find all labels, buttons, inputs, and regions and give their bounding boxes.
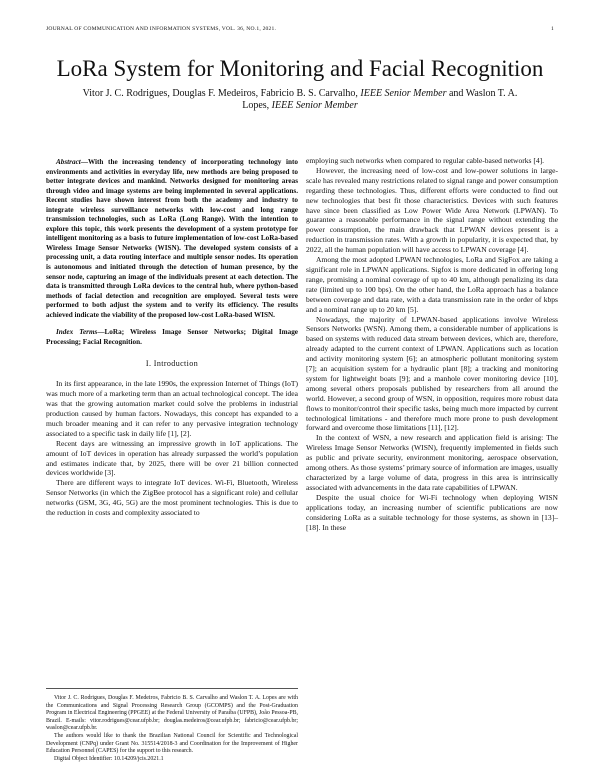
index-terms-label: Index Terms [56, 328, 98, 337]
footnote-doi: Digital Object Identifier: 10.14209/jcis.2021.1 [54, 755, 164, 762]
left-column [46, 158, 298, 518]
abstract [46, 158, 298, 320]
paragraph: Among the most adopted LPWAN technologies, LoRa and SigFox are taking a significant role in LPWAN applications. Sigfox is more dedicated in offering long range, promising a nominal coverage of up to 40 km, although penalizing its data rate (limited up to 100 bps). On the other hand, the LoRa approach has a balance between coverage and data rate, with a data transmission rate in the order of kbps and a nominal range up to 20 km [5]. [306, 255, 558, 314]
author-role: IEEE Senior Member [271, 100, 358, 111]
abstract-text: —With the increasing tendency of incorporating technology into environments and activities in everyday life, new methods are being proposed to better integrate devices and mankind. Networks designed for monitoring areas through video and image systems are being implemented in several applications. Recent studies have shown interest from both the academy and industry to integrate wireless surveillance networks with low-cost and long range transmission technologies, such as LoRa (Long Range). With the intention to explore this topic, this work presents the development of a system prototype for intelligent monitoring as a basis to future implementation of low-cost LoRa-based Wireless Image Sensor Networks (WISN). The developed system consists of a processing unit, a data routing interface and multiple sensor nodes. Its operation is autonomous and initiated through the detection of human presence, by the sensor node, capturing an image of the individuals present at each detection. The data is transmitted through LoRa devices to the central hub, where python-based methods of facial detection and recognition are employed. Several tests were performed to both adjust the system and to verify its efficiency. The results achieved indicate the viability of the proposed low-cost LoRa-based WISN. [46, 158, 298, 319]
paragraph: In its first appearance, in the late 1990s, the expression Internet of Things (IoT) was much more of a marketing term than an actual technological concept. The idea was that the growing automation market could solve the problems in industrial production caused by human factors. Nowadays, this concept has expanded to a much broader meaning and it can refer to any pervasive integration technology associated to a specific task in daily life [1], [2]. [46, 379, 298, 438]
footnote-funding: The authors would like to thank the Brazilian National Council for Scientific and Technological Development (CNPq) under Grant No. 315514/2018-3 and Coordination for the Improvement of Higher Education Personnel (CAPES) for the support to this research. [46, 732, 298, 755]
paper-title: LoRa System for Monitoring and Facial Recognition [56, 56, 544, 81]
paragraph: In the context of WSN, a new research and application field is arising: The Wireless Image Sensor Networks (WISN), frequently implemented in fields such as public and private security, environment monitoring, aerospace observation, among others. As those systems’ primary source of information are images, usually characterized by a large volume of data, progress in this area is intrinsically associated with advancements in the data rate capabilities of LPWAN. [306, 433, 558, 492]
author-role: IEEE Senior Member [360, 88, 447, 99]
footnote [46, 688, 298, 763]
authors-line2: Lopes, [242, 100, 272, 111]
abstract-label: Abstract [56, 158, 81, 166]
paragraph: However, the increasing need of low-cost and low-power solutions in large-scale has revealed many restrictions related to signal range and power consumption regarding these technologies. Thus, different efforts were conducted to find out new technologies that best fit those characteristics. Devices with such features have since been classified as Low Power Wide Area Network (LPWAN). To guarantee a reasonable performance in the signal range without extending the power consumption, the main drawback that LPWAN devices present is a reduction in transmission rates. With a growth in popularity, it is expected that, by 2022, all the human population will have access to LPWAN coverage [4]. [306, 165, 558, 255]
right-column [306, 156, 558, 532]
page-number: 1 [551, 26, 554, 32]
paragraph: There are different ways to integrate IoT devices. Wi-Fi, Bluetooth, Wireless Sensor Networks (in which the ZigBee protocol has a significant role) and cellular networks (GSM, 3G, 4G, 5G) are the most prominent technologies. This is due to the reduction in costs and complexity associated to [46, 478, 298, 518]
footnote-affiliation: Vitor J. C. Rodrigues, Douglas F. Medeiros, Fabricio B. S. Carvalho and Waslon T. A. Lopes are with the Communications and Signal Processing Research Group (GCOMPS) and the Post-Graduation Program in Electrical Engineering (PPGEE) at the Federal University of Paraíba (UFPB), João Pessoa-PB, Brazil. E-mails: vitor.rodrigues@cear.ufpb.br; douglas.medeiros@cear.ufpb.br; fabricio@cear.ufpb.br; waslon@cear.ufpb.br. [46, 695, 298, 732]
author-list [60, 88, 540, 112]
index-terms [46, 328, 298, 347]
section-heading: I. Introduction [145, 359, 199, 369]
journal-name: JOURNAL OF COMMUNICATION AND INFORMATION SYSTEMS, VOL. 36, NO.1, 2021. [46, 26, 277, 32]
paragraph: employing such networks when compared to regular cable-based networks [4]. [306, 156, 545, 165]
authors-line1: Vitor J. C. Rodrigues, Douglas F. Medeiros, Fabricio B. S. Carvalho, [82, 88, 361, 99]
authors-line1-tail: and Waslon T. A. [446, 88, 518, 99]
paragraph: Despite the usual choice for Wi-Fi technology when deploying WISN applications today, an increasing number of scientific publications are now considering LoRa as a suitable technology for those systems, as shown in [13]–[18]. In these [306, 492, 558, 532]
index-terms-text: —LoRa; Wireless Image Sensor Networks; Digital Image Processing; Facial Recognition. [46, 328, 298, 346]
paragraph: Recent days are witnessing an impressive growth in IoT applications. The amount of IoT devices in operation has already surpassed the world’s population and estimates indicate that, by 2025, there will be over 21 billion connected devices worldwide [3]. [46, 438, 298, 478]
paragraph: Nowadays, the majority of LPWAN-based applications involve Wireless Sensors Networks (WSN). Among them, a considerable number of applications is based on systems with reduced data stream between devices, which are, therefore, already adapted to the current context of LPWAN. Applications such as location and activity monitoring system [6]; an atmospheric pollutant monitoring system [7]; an acquisition system for a hydraulic plant [8]; a tracking and monitoring system for lightweight boats [9]; and a manhole cover monitoring device [10], among several others proposals published by researchers from all around the world. However, a second group of WSN, in opposition, requires more robust data flows to monitor/control their specific tasks, being much more impacted by current technological limitations - and therefore much more prone to push development forward and overcome those limitations [11], [12]. [306, 314, 558, 433]
